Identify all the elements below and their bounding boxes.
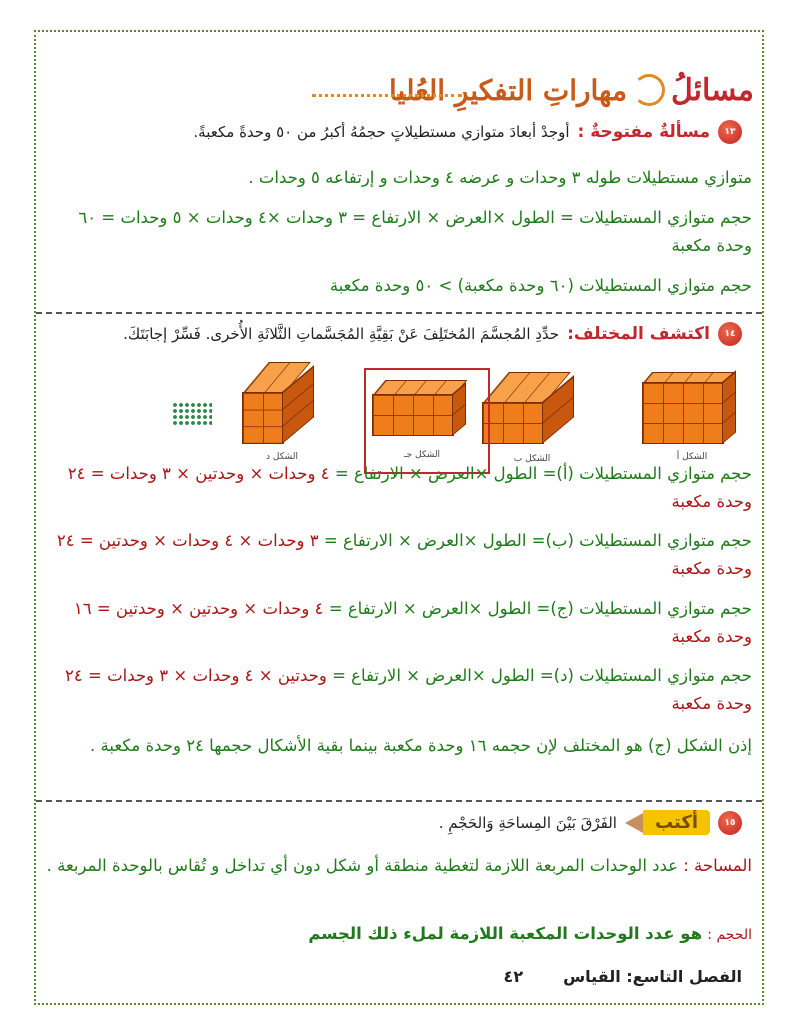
shape-caption: الشكل أ [676, 452, 708, 462]
shape-b [482, 372, 582, 462]
answer-14-conclusion: إذن الشكل (ج) هو المختلف لإن حجمه ١٦ وحدة مكعبة بينما بقية الأشكال حجمها ٢٤ وحدة مكعبة . [90, 736, 752, 755]
question-14 [123, 322, 742, 346]
shape-caption: الشكل جـ [403, 450, 441, 460]
question-number-badge: ١٤ [718, 322, 742, 346]
shape-d [242, 362, 322, 462]
header-dotted-line [312, 94, 462, 97]
answer-14-b: حجم متوازي المستطيلات (ب)= الطول ×العرض × الارتفاع = ٣ وحدات × ٤ وحدات × وحدتين = ٢٤ وحدة مكعبة [56, 531, 752, 578]
answer-13-line-1: متوازي مستطيلات طوله ٣ وحدات و عرضه ٤ وحدات و إرتفاعه ٥ وحدات . [248, 168, 752, 187]
question-label: اكتشف المختلف: [567, 324, 710, 344]
question-label: مسألةٌ مفتوحةٌ : [577, 122, 710, 142]
question-15 [439, 810, 742, 835]
answer-15-volume: الحجم : هو عدد الوحدات المكعبة اللازمة لملء ذلك الجسم [308, 924, 752, 943]
question-text: أوجدْ أبعادَ متوازي مستطيلاتٍ حجمُهُ أكبرُ من ٥٠ وحدةً مكعبةً. [193, 123, 570, 141]
question-text: الفَرْقَ بَيْنَ المِساحَةِ وَالحَجْمِ . [438, 813, 617, 832]
divider [36, 800, 762, 802]
header-title-a: مسائلُ [670, 72, 754, 108]
publisher-logo-icon [172, 402, 212, 426]
page [36, 32, 762, 1002]
answer-13-line-2: حجم متوازي المستطيلات = الطول ×العرض × الارتفاع = ٣ وحدات ×٤ وحدات × ٥ وحدات = ٦٠ وحدة مكعبة [78, 208, 752, 255]
shape-caption: الشكل ب [513, 454, 551, 464]
answer-14-d: حجم متوازي المستطيلات (د)= الطول ×العرض × الارتفاع = وحدتين × ٤ وحدات × ٣ وحدات = ٢٤ وحدة مكعبة [65, 666, 752, 713]
chapter-title: الفصل التاسع: القياس [563, 967, 742, 986]
page-footer [504, 967, 742, 986]
answer-14-c: حجم متوازي المستطيلات (ج)= الطول ×العرض × الارتفاع = ٤ وحدات × وحدتين × وحدتين = ١٦ وحدة مكعبة [73, 599, 752, 646]
pencil-icon [625, 810, 710, 835]
question-text: حدِّدِ المُجسَّمَ المُختَلِفَ عَنْ بَقِيَّةِ المُجَسَّماتِ الثَّلاثَةِ الأُخرى. فَسِّرْ إجابَتَكَ. [123, 325, 560, 343]
divider [36, 312, 762, 314]
shape-a [642, 362, 742, 462]
question-13 [193, 120, 742, 144]
question-label: أكتب [643, 810, 710, 835]
question-number-badge: ١٥ [718, 811, 742, 835]
page-number: ٤٢ [503, 967, 524, 986]
question-number-badge: ١٣ [718, 120, 742, 144]
answer-15-area: المساحة : عدد الوحدات المربعة اللازمة لتغطية منطقة أو شكل دون أي تداخل و تُقاس بالوحدة المربعة . [46, 856, 752, 875]
header-title-b: مهاراتِ التفكيرِ العُليا [389, 73, 627, 107]
shape-caption: الشكل د [266, 452, 298, 462]
answer-13-line-3: حجم متوازي المستطيلات (٦٠ وحدة مكعبة) > ٥٠ وحدة مكعبة [329, 276, 752, 295]
shape-c [372, 380, 472, 460]
answer-14-a: حجم متوازي المستطيلات (أ)= الطول ×العرض × الارتفاع = ٤ وحدات × وحدتين × ٣ وحدات = ٢٤ وحدة مكعبة [67, 464, 752, 511]
